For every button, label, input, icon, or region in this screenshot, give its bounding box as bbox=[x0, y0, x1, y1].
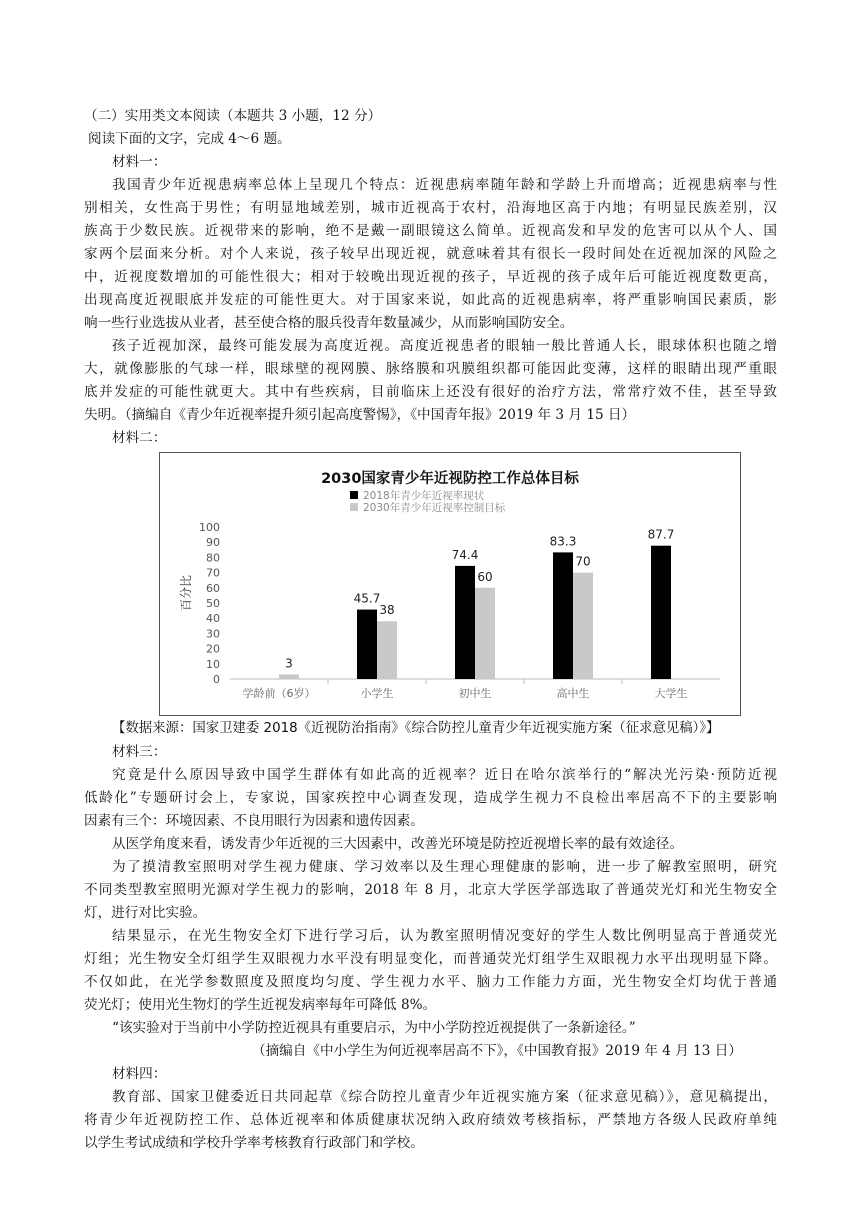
material3-label: 材料三： bbox=[112, 744, 167, 760]
material2-source: 【数据来源：国家卫建委 2018《近视防治指南》《综合防控儿童青少年近视实施方案（征求意见稿）》】 bbox=[112, 721, 720, 736]
material3-source: （摘编自《中小学生为何近视率居高不下》，《中国教育报》2019 年 4 月 13 日） bbox=[252, 1043, 742, 1059]
material1-p1-line: 族高于少数民族。近视带来的影响，绝不是戴一副眼镜这么简单。近视高发和早发的危害可以从个人、国 bbox=[84, 223, 777, 239]
legend-label: 2018年青少年近视率现状 bbox=[363, 490, 485, 502]
material2-label: 材料二： bbox=[112, 430, 167, 446]
x-tick-label: 学龄前（6岁） bbox=[242, 687, 316, 700]
material1-label: 材料一： bbox=[112, 154, 167, 170]
bar-value-label: 70 bbox=[575, 554, 591, 569]
material3-quote: “该实验对于当前中小学防控近视具有重要启示，为中小学防控近视提供了一条新途径。” bbox=[112, 1020, 636, 1036]
material3-p1-line: 低龄化”专题研讨会上，专家说，国家疾控中心调查发现，造成学生视力不良检出率居高不下的主要影响 bbox=[84, 790, 777, 806]
material3-p3-line: 为了摸清教室照明对学生视力健康、学习效率以及生理心理健康的影响，进一步了解教室照明，研究 bbox=[112, 859, 777, 875]
y-tick-label: 60 bbox=[206, 581, 220, 595]
bar-value-label: 87.7 bbox=[647, 527, 675, 542]
material4-p1-line: 教育部、国家卫健委近日共同起草《综合防控儿童青少年近视实施方案（征求意见稿）》，意见稿提出， bbox=[112, 1089, 777, 1105]
y-tick-label: 90 bbox=[206, 536, 220, 550]
x-tick-label: 初中生 bbox=[458, 687, 492, 700]
bar-value-label: 38 bbox=[379, 603, 395, 618]
chart-container bbox=[159, 452, 741, 716]
y-tick-label: 70 bbox=[206, 566, 220, 580]
y-tick-label: 20 bbox=[206, 642, 220, 656]
bar-chart bbox=[160, 453, 740, 715]
bar bbox=[377, 621, 397, 679]
material3-p4-line: 灯组；光生物安全灯组学生双眼视力水平没有明显变化，而普通荧光灯组学生双眼视力水平出现明显下降。 bbox=[84, 951, 777, 967]
material1-p1-line: 出现高度近视眼底并发症的可能性更大。对于国家来说，如此高的近视患病率，将严重影响国民素质，影 bbox=[84, 292, 777, 308]
material3-p4-line: 荧光灯；使用光生物灯的学生近视发病率每年可降低 8%。 bbox=[84, 997, 437, 1013]
material3-p1-line: 究竟是什么原因导致中国学生群体有如此高的近视率？近日在哈尔滨举行的“解决光污染·预防近视 bbox=[112, 767, 777, 783]
bar bbox=[279, 674, 299, 679]
material1-p2-line: 失明。（摘编自《青少年近视率提升须引起高度警惕》，《中国青年报》2019 年 3 月 15 日） bbox=[84, 407, 636, 423]
bar-value-label: 60 bbox=[477, 569, 493, 584]
legend-label: 2030年青少年近视率控制目标 bbox=[363, 502, 506, 514]
material3-p2: 从医学角度来看，诱发青少年近视的三大因素中，改善光环境是防控近视增长率的最有效途径。 bbox=[112, 836, 683, 852]
chart-y-axis-label: 百分比 bbox=[179, 574, 193, 612]
bar-value-label: 74.4 bbox=[451, 547, 479, 562]
legend-swatch bbox=[350, 503, 358, 511]
chart-bars bbox=[230, 528, 720, 679]
instruction: 阅读下面的文字，完成 4～6 题。 bbox=[88, 131, 291, 147]
chart-legend bbox=[350, 489, 506, 514]
material3-p3-line: 不同类型教室照明光源对学生视力的影响，2018 年 8 月，北京大学医学部选取了普通荧光灯和光生物安全 bbox=[84, 882, 777, 898]
y-tick-label: 30 bbox=[206, 627, 220, 641]
y-tick-label: 0 bbox=[213, 673, 220, 686]
material3-p4-line: 不仅如此，在光学参数照度及照度均匀度、学生视力水平、脑力工作能力方面，光生物安全灯均优于普通 bbox=[84, 974, 777, 990]
material4-p1-line: 以学生考试成绩和学校升学率考核教育行政部门和学校。 bbox=[84, 1135, 424, 1151]
material3-p4-line: 结果显示，在光生物安全灯下进行学习后，认为教室照明情况变好的学生人数比例明显高于普通荧光 bbox=[112, 928, 777, 944]
material4-label: 材料四： bbox=[112, 1066, 167, 1082]
material1-p1-line: 我国青少年近视患病率总体上呈现几个特点：近视患病率随年龄和学龄上升而增高；近视患病率与性 bbox=[112, 177, 777, 193]
y-tick-label: 50 bbox=[206, 597, 220, 610]
material1-p1-line: 中，近视度数增加的可能性很大；相对于较晚出现近视的孩子，早近视的孩子成年后可能近视度数更高， bbox=[84, 269, 777, 285]
bar bbox=[455, 566, 475, 679]
material3-p3-line: 灯，进行对比实验。 bbox=[84, 905, 207, 921]
bar bbox=[553, 552, 573, 679]
x-tick-label: 高中生 bbox=[556, 687, 590, 700]
bar-value-label: 3 bbox=[285, 656, 293, 671]
bar bbox=[573, 573, 593, 679]
chart-title: 2030国家青少年近视防控工作总体目标 bbox=[321, 471, 579, 487]
y-tick-label: 10 bbox=[206, 657, 220, 671]
material1-p2-line: 孩子近视加深，最终可能发展为高度近视。高度近视患者的眼轴一般比普通人长，眼球体积也随之增 bbox=[112, 338, 777, 354]
material1-p1-line: 响一些行业选拔从业者，甚至使合格的服兵役青年数量减少，从而影响国防安全。 bbox=[84, 315, 574, 331]
legend-swatch bbox=[350, 491, 358, 499]
chart-y-axis bbox=[199, 521, 220, 686]
bar-value-label: 83.3 bbox=[549, 534, 577, 549]
bar bbox=[475, 588, 495, 679]
bar bbox=[357, 610, 377, 679]
material1-p2-line: 大，就像膨胀的气球一样，眼球壁的视网膜、脉络膜和巩膜组织都可能因此变薄，这样的眼睛出现严重眼 bbox=[84, 361, 777, 377]
y-tick-label: 80 bbox=[206, 551, 220, 565]
bar-value-label: 45.7 bbox=[353, 591, 381, 606]
x-tick-label: 小学生 bbox=[360, 687, 394, 700]
section-heading: （二）实用类文本阅读（本题共 3 小题，12 分） bbox=[84, 108, 382, 124]
material1-p2-line: 底并发症的可能性就更大。其中有些疾病，目前临床上还没有很好的治疗方法，常常疗效不佳，甚至导致 bbox=[84, 384, 777, 400]
chart-x-axis bbox=[243, 679, 688, 700]
material3-p1-line: 因素有三个：环境因素、不良用眼行为因素和遗传因素。 bbox=[84, 813, 424, 829]
y-tick-label: 40 bbox=[206, 612, 220, 626]
y-tick-label: 100 bbox=[199, 521, 220, 534]
material1-p1-line: 家两个层面来分析。对个人来说，孩子较早出现近视，就意味着其有很长一段时间处在近视加深的风险之 bbox=[84, 246, 777, 262]
material4-p1-line: 将青少年近视防控工作、总体近视率和体质健康状况纳入政府绩效考核指标，严禁地方各级人民政府单纯 bbox=[84, 1112, 777, 1128]
bar bbox=[651, 546, 671, 679]
x-tick-label: 大学生 bbox=[654, 687, 688, 700]
material1-p1-line: 别相关，女性高于男性；有明显地域差别，城市近视高于农村，沿海地区高于内地；有明显民族差别，汉 bbox=[84, 200, 777, 216]
